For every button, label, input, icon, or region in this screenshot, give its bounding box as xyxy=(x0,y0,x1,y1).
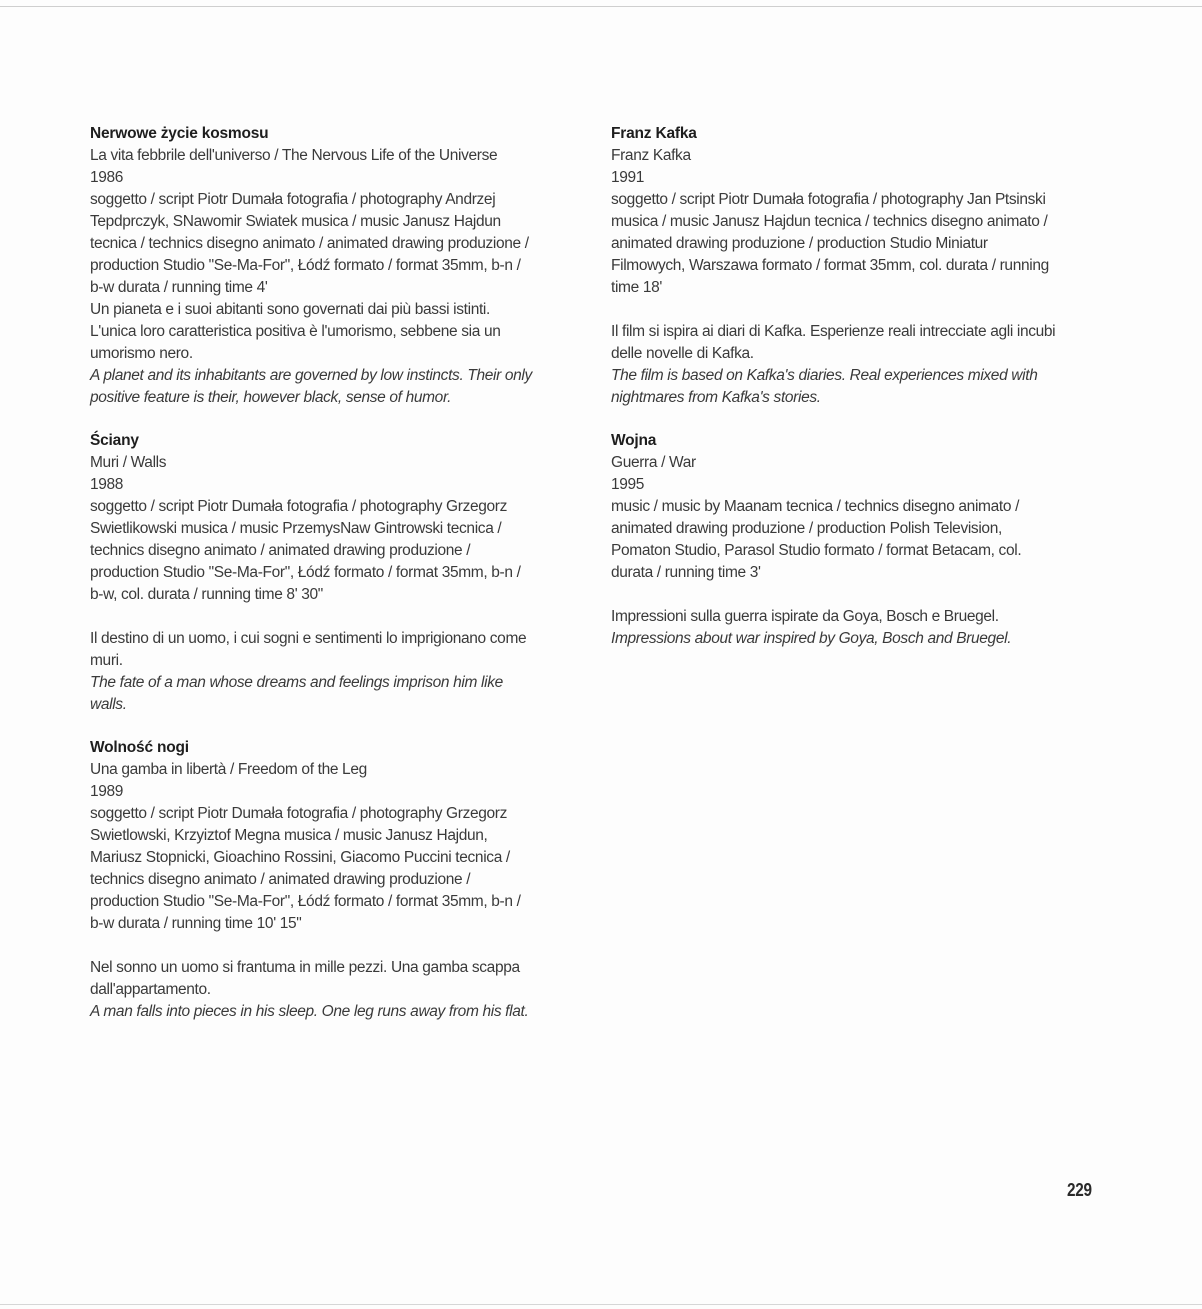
credits-line: soggetto / script Piotr Dumała fotografia / photography Andrzej xyxy=(90,191,496,208)
credits-line: soggetto / script Piotr Dumała fotografia / photography Grzegorz xyxy=(90,805,507,822)
credits-line: b-w, col. durata / running time 8' 30" xyxy=(90,586,323,603)
credits-line: animated drawing produzione / production Polish Television, xyxy=(611,520,1002,537)
credits-line: Tepdprczyk, SNawomir Swiatek musica / music Janusz Hajdun xyxy=(90,213,501,230)
paragraph-gap xyxy=(90,935,575,957)
film-year: 1989 xyxy=(90,783,124,800)
description-english: nightmares from Kafka's stories. xyxy=(611,389,821,406)
description-english: walls. xyxy=(90,696,127,713)
credits-line: durata / running time 3' xyxy=(611,564,761,581)
credits-line: b-w durata / running time 10' 15" xyxy=(90,915,302,932)
description-italian: delle novelle di Kafka. xyxy=(611,345,754,362)
credits-line: technics disegno animato / animated drawing produzione / xyxy=(90,542,471,559)
description-english: A planet and its inhabitants are governed by low instincts. Their only xyxy=(90,367,532,384)
description-italian: Un pianeta e i suoi abitanti sono governati dai più bassi istinti. xyxy=(90,301,490,318)
film-entry xyxy=(90,123,575,409)
film-title: Ściany xyxy=(90,432,139,449)
left-column xyxy=(90,123,575,1044)
description-italian: Nel sonno un uomo si frantuma in mille pezzi. Una gamba scappa xyxy=(90,959,520,976)
credits-line: Mariusz Stopnicki, Gioachino Rossini, Giacomo Puccini tecnica / xyxy=(90,849,510,866)
film-entry xyxy=(90,430,575,716)
film-subtitle: Una gamba in libertà / Freedom of the Leg xyxy=(90,761,367,778)
paragraph-gap xyxy=(611,584,1096,606)
credits-line: Filmowych, Warszawa formato / format 35mm, col. durata / running xyxy=(611,257,1049,274)
description-english: The film is based on Kafka's diaries. Real experiences mixed with xyxy=(611,367,1038,384)
credits-line: production Studio "Se-Ma-For", Łódź formato / format 35mm, b-n / xyxy=(90,257,521,274)
credits-line: musica / music Janusz Hajdun tecnica / technics disegno animato / xyxy=(611,213,1048,230)
credits-line: tecnica / technics disegno animato / animated drawing produzione / xyxy=(90,235,529,252)
film-subtitle: Guerra / War xyxy=(611,454,696,471)
credits-line: production Studio "Se-Ma-For", Łódź formato / format 35mm, b-n / xyxy=(90,564,521,581)
credits-line: soggetto / script Piotr Dumała fotografia / photography Jan Ptsinski xyxy=(611,191,1046,208)
film-title: Nerwowe życie kosmosu xyxy=(90,125,269,142)
paragraph-gap xyxy=(90,606,575,628)
credits-line: Swietlowski, Krzyiztof Megna musica / music Janusz Hajdun, xyxy=(90,827,488,844)
film-entry xyxy=(611,123,1096,409)
film-year: 1986 xyxy=(90,169,124,186)
description-italian: dall'appartamento. xyxy=(90,981,211,998)
film-year: 1988 xyxy=(90,476,124,493)
description-italian: umorismo nero. xyxy=(90,345,193,362)
credits-line: technics disegno animato / animated drawing produzione / xyxy=(90,871,471,888)
description-italian: L'unica loro caratteristica positiva è l'umorismo, sebbene sia un xyxy=(90,323,501,340)
credits-line: animated drawing produzione / production Studio Miniatur xyxy=(611,235,988,252)
credits-line: music / music by Maanam tecnica / technics disegno animato / xyxy=(611,498,1020,515)
top-rule xyxy=(0,6,1202,7)
description-italian: muri. xyxy=(90,652,123,669)
film-subtitle: Franz Kafka xyxy=(611,147,691,164)
film-subtitle: La vita febbrile dell'universo / The Nervous Life of the Universe xyxy=(90,147,498,164)
description-english: positive feature is their, however black, sense of humor. xyxy=(90,389,452,406)
credits-line: production Studio "Se-Ma-For", Łódź formato / format 35mm, b-n / xyxy=(90,893,521,910)
film-title: Franz Kafka xyxy=(611,125,697,142)
bottom-rule xyxy=(0,1304,1202,1305)
description-italian: Il destino di un uomo, i cui sogni e sentimenti lo imprigionano come xyxy=(90,630,527,647)
film-year: 1991 xyxy=(611,169,645,186)
description-english: The fate of a man whose dreams and feelings imprison him like xyxy=(90,674,503,691)
film-year: 1995 xyxy=(611,476,645,493)
credits-line: time 18' xyxy=(611,279,662,296)
right-column xyxy=(611,123,1096,671)
film-title: Wolność nogi xyxy=(90,739,189,756)
paragraph-gap xyxy=(611,299,1096,321)
credits-line: Pomaton Studio, Parasol Studio formato / format Betacam, col. xyxy=(611,542,1022,559)
film-entry xyxy=(90,737,575,1023)
credits-line: Swietlikowski musica / music PrzemysNaw Gintrowski tecnica / xyxy=(90,520,502,537)
film-entry xyxy=(611,430,1096,650)
credits-line: soggetto / script Piotr Dumała fotografia / photography Grzegorz xyxy=(90,498,507,515)
description-italian: Il film si ispira ai diari di Kafka. Esperienze reali intrecciate agli incubi xyxy=(611,323,1056,340)
film-title: Wojna xyxy=(611,432,657,449)
description-english: Impressions about war inspired by Goya, Bosch and Bruegel. xyxy=(611,630,1012,647)
credits-line: b-w durata / running time 4' xyxy=(90,279,268,296)
page-number: 229 xyxy=(1067,1180,1092,1200)
film-subtitle: Muri / Walls xyxy=(90,454,167,471)
description-italian: Impressioni sulla guerra ispirate da Goya, Bosch e Bruegel. xyxy=(611,608,999,625)
description-english: A man falls into pieces in his sleep. One leg runs away from his flat. xyxy=(90,1003,529,1020)
